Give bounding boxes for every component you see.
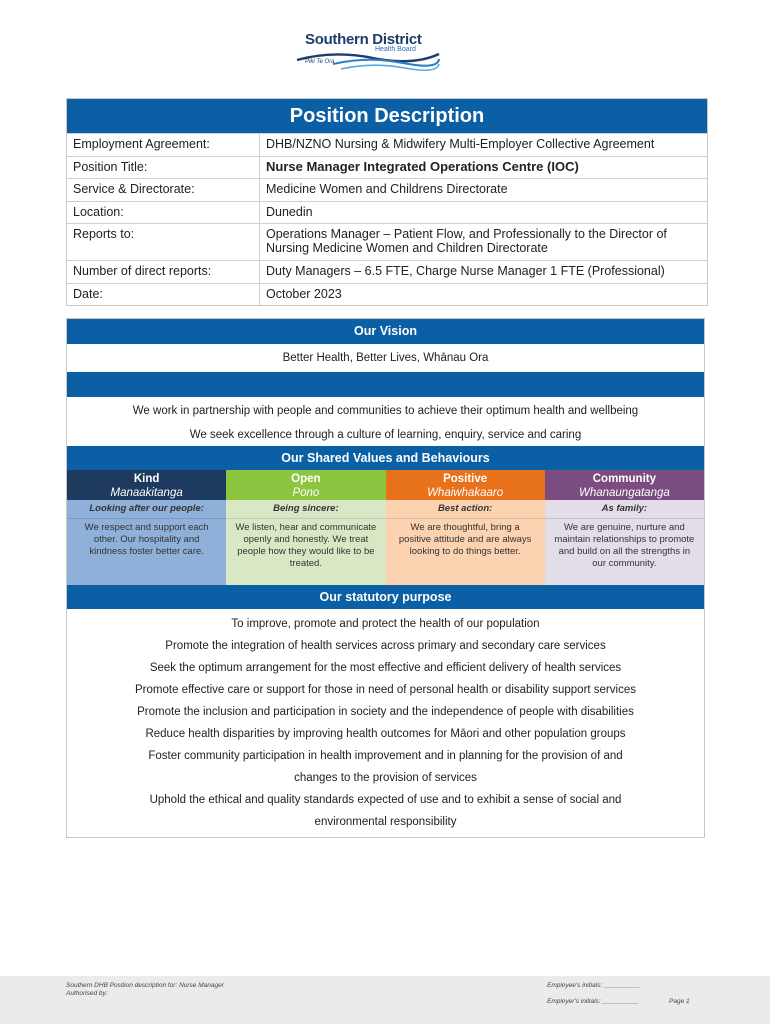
footer-document-title: Southern DHB Position description for: Nurse Manager bbox=[66, 982, 224, 989]
row-value: Nurse Manager Integrated Operations Centre (IOC) bbox=[266, 159, 579, 174]
value-positive bbox=[386, 470, 545, 585]
value-name: Community bbox=[592, 473, 656, 485]
value-text: We respect and support each other. Our hospitality and kindness foster better care. bbox=[84, 522, 209, 557]
mission-line: We work in partnership with people and communities to achieve their optimum health and wellbeing bbox=[132, 405, 639, 417]
row-direct-reports bbox=[67, 260, 707, 283]
value-maori: Whanaungatanga bbox=[578, 487, 670, 499]
value-subhead: As family: bbox=[545, 502, 704, 519]
footer-employee-initials: Employee's initials: __________ bbox=[547, 982, 641, 989]
value-subhead: Being sincere: bbox=[226, 502, 385, 519]
value-name: Kind bbox=[133, 473, 160, 485]
mission-line: We seek excellence through a culture of learning, enquiry, service and caring bbox=[189, 429, 582, 441]
logo-tagline: Piki Te Ora bbox=[305, 59, 335, 65]
value-header bbox=[226, 470, 385, 500]
value-text: We listen, hear and communicate openly and honestly. We treat people how they would like to be treated. bbox=[235, 522, 377, 569]
row-value: DHB/NZNO Nursing & Midwifery Multi-Employer Collective Agreement bbox=[266, 137, 655, 151]
statutory-line: Foster community participation in health improvement and in planning for the provision of and bbox=[148, 750, 623, 762]
statutory-list bbox=[67, 609, 704, 837]
value-header bbox=[545, 470, 704, 500]
row-label: Reports to: bbox=[67, 224, 260, 260]
value-maori: Pono bbox=[292, 487, 320, 499]
position-description-table bbox=[66, 98, 708, 306]
values-heading: Our Shared Values and Behaviours bbox=[67, 446, 704, 470]
row-value: Duty Managers – 6.5 FTE, Charge Nurse Manager 1 FTE (Professional) bbox=[266, 264, 665, 278]
statutory-line: environmental responsibility bbox=[314, 816, 457, 828]
value-body bbox=[67, 500, 226, 585]
sdhb-logo bbox=[293, 28, 443, 76]
row-reports-to bbox=[67, 223, 707, 260]
statutory-line: changes to the provision of services bbox=[294, 772, 477, 784]
value-body bbox=[226, 500, 385, 585]
logo-sub-name: Health Board bbox=[375, 46, 416, 53]
statutory-line: Uphold the ethical and quality standards expected of use and to exhibit a sense of social and bbox=[149, 794, 622, 806]
value-maori: Manaakitanga bbox=[110, 487, 183, 499]
statutory-heading: Our statutory purpose bbox=[67, 585, 704, 609]
row-value: October 2023 bbox=[266, 287, 342, 301]
row-label: Location: bbox=[67, 202, 260, 223]
value-body bbox=[386, 500, 545, 585]
footer-page-number: Page 1 bbox=[669, 998, 690, 1005]
value-header bbox=[386, 470, 545, 500]
vision-heading: Our Vision bbox=[67, 319, 704, 344]
values-grid bbox=[67, 470, 704, 585]
statutory-line: Promote the integration of health services across primary and secondary care services bbox=[165, 640, 606, 652]
row-label: Position Title: bbox=[67, 157, 260, 178]
value-text: We are thoughtful, bring a positive attitude and are always looking to do things better. bbox=[398, 522, 532, 557]
organisation-info-panel bbox=[66, 318, 705, 838]
value-maori: Whaiwhakaaro bbox=[427, 487, 504, 499]
footer-authorised-by: Authorised by: bbox=[66, 990, 108, 997]
footer-employer-initials: Employer's initials: __________ bbox=[547, 998, 639, 1005]
statutory-line: Promote effective care or support for those in need of personal health or disability support services bbox=[135, 684, 636, 696]
statutory-line: Reduce health disparities by improving health outcomes for Māori and other population groups bbox=[145, 728, 626, 740]
row-label: Service & Directorate: bbox=[67, 179, 260, 201]
value-subhead: Looking after our people: bbox=[67, 502, 226, 519]
row-value: Operations Manager – Patient Flow, and Professionally to the Director of Nursing Medicine Women and Children Directorate bbox=[266, 227, 667, 255]
row-location bbox=[67, 201, 707, 223]
value-header bbox=[67, 470, 226, 500]
row-date bbox=[67, 283, 707, 305]
position-description-title: Position Description bbox=[67, 99, 707, 133]
row-position-title bbox=[67, 156, 707, 178]
value-body bbox=[545, 500, 704, 585]
page-footer bbox=[0, 976, 770, 1024]
row-label: Date: bbox=[67, 284, 260, 305]
row-value: Medicine Women and Childrens Directorate bbox=[266, 182, 508, 196]
statutory-line: To improve, promote and protect the health of our population bbox=[231, 618, 540, 630]
mission-heading bbox=[67, 372, 704, 397]
row-label: Number of direct reports: bbox=[67, 261, 260, 283]
row-value: Dunedin bbox=[266, 205, 313, 219]
logo-org-name: Southern District bbox=[305, 31, 422, 48]
value-kind bbox=[67, 470, 226, 585]
value-open bbox=[226, 470, 385, 585]
statutory-line: Seek the optimum arrangement for the most effective and efficient delivery of health services bbox=[149, 662, 622, 674]
value-community bbox=[545, 470, 704, 585]
value-subhead: Best action: bbox=[386, 502, 545, 519]
vision-text: Better Health, Better Lives, Whānau Ora bbox=[282, 352, 489, 364]
row-label: Employment Agreement: bbox=[67, 134, 260, 156]
value-name: Positive bbox=[443, 473, 488, 485]
statutory-line: Promote the inclusion and participation in society and the independence of people with disabilities bbox=[137, 706, 634, 718]
value-name: Open bbox=[291, 473, 321, 485]
value-text: We are genuine, nurture and maintain relationships to promote and build on all the strengths in our community. bbox=[554, 522, 695, 569]
row-employment-agreement bbox=[67, 133, 707, 156]
row-service-directorate bbox=[67, 178, 707, 201]
